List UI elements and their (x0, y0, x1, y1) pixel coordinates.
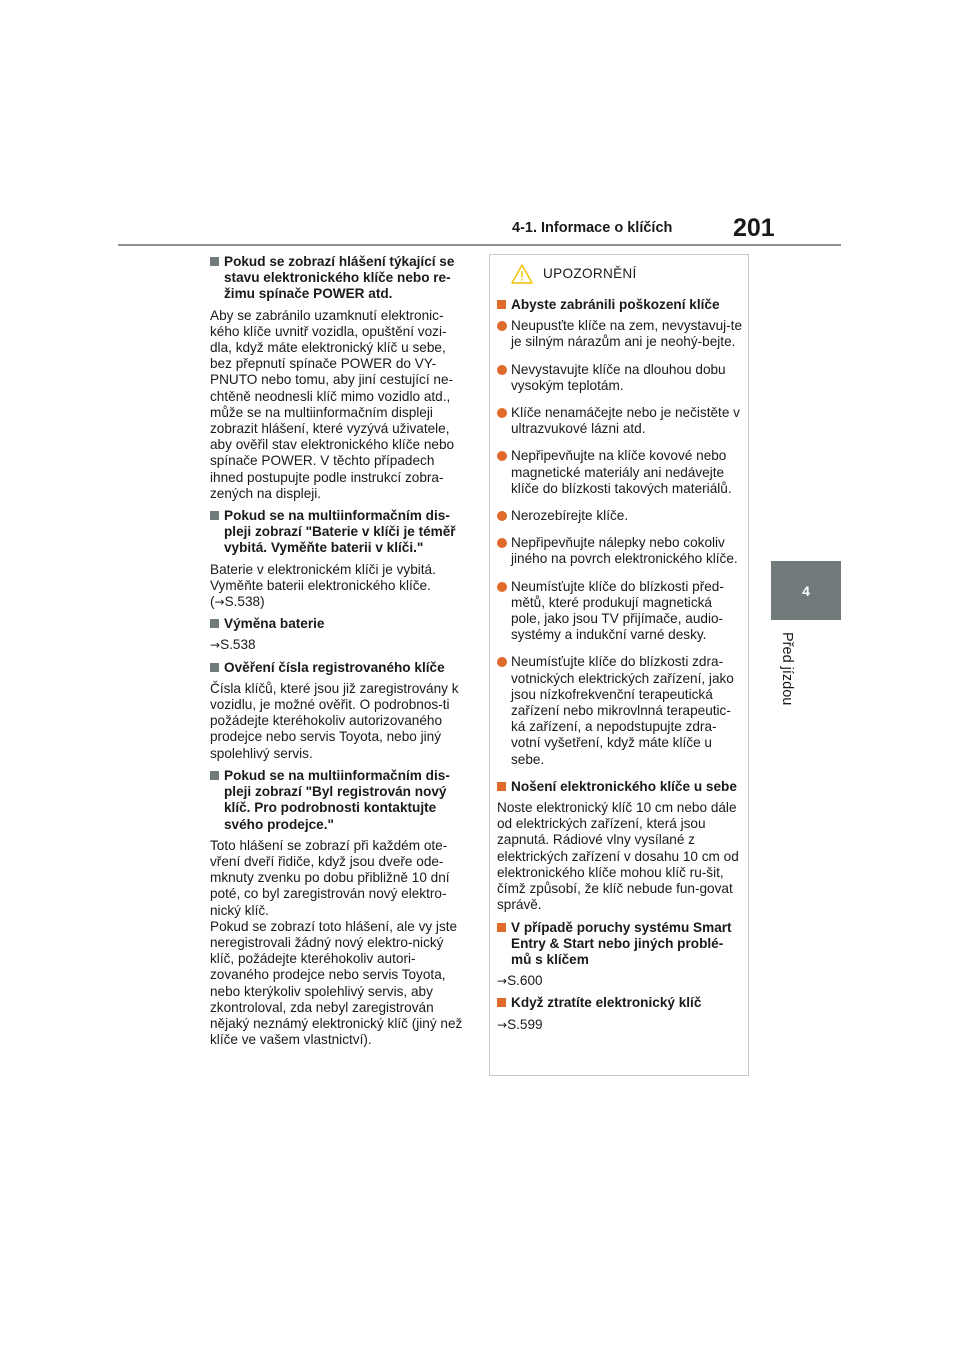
warning-body: Noste elektronický klíč 10 cm nebo dále od elektrických zařízení, která jsou zapnutá. Rádiové vlny vysílané z elektrických zařízení v dosahu 10 cm od elektronického klíče mohou klíč ru-šit, čímž způsobí, že klíč nebude fun-govat správě. (497, 800, 739, 913)
section-heading-text: Ověření čísla registrovaného klíče (224, 659, 445, 675)
orange-dot-icon (497, 451, 507, 461)
warning-heading-text: Když ztratíte elektronický klíč (511, 995, 702, 1011)
right-arrow-icon: → (214, 595, 225, 610)
square-marker-icon (210, 771, 219, 780)
square-marker-icon (497, 300, 506, 309)
list-item (497, 654, 742, 767)
warning-heading-text: Abyste zabránili poškození klíče (511, 297, 720, 312)
section-title: 4-1. Informace o klíčích (512, 220, 673, 236)
list-item (497, 318, 742, 350)
list-item-text: Neupusťte klíče na zem, nevystavuj-te je silným nárazům ani je neohý-bejte. (511, 318, 743, 350)
square-marker-icon (210, 619, 219, 628)
list-item (497, 508, 742, 524)
section-heading (210, 508, 468, 557)
chapter-label-text: Před jízdou (779, 632, 795, 706)
section-body: Pokud se zobrazí toto hlášení, ale vy jste neregistrovali žádný nový elektro-nický klíč, požádejte kteréhokoliv autori-zovaného prodejce nebo servis Toyota, nebo kterýkoliv spolehlivý servis, aby zkontroloval, zda nebyl zaregistrován nějaký neznámý elektronický klíč (jiný než klíče ve vašem vlastnictví). (210, 918, 463, 1048)
warning-title-text: UPOZORNĚNÍ (543, 265, 637, 281)
ref-page: S.599 (507, 1016, 543, 1032)
warning-heading-text: V případě poruchy systému Smart Entry & Start nebo jiných problé-mů s klíčem (511, 919, 732, 967)
warning-triangle-icon (511, 264, 533, 284)
orange-dot-icon (497, 511, 507, 521)
list-item (497, 362, 742, 394)
warning-heading-text: Nošení elektronického klíče u sebe (511, 778, 737, 794)
right-arrow-icon: → (497, 1017, 508, 1032)
list-item (497, 405, 742, 437)
page-reference[interactable] (210, 637, 468, 653)
square-marker-icon (497, 998, 506, 1007)
list-item-text: Nerozebírejte klíče. (511, 508, 629, 524)
section-heading-text: Pokud se na multiinformačním dis-pleji zobrazí "Byl registrován nový klíč. Pro podrobnosti kontaktujte svého prodejce." (224, 767, 450, 832)
ref-open-paren: ( (210, 594, 215, 610)
list-item-text: Nepřipevňujte na klíče kovové nebo magnetické materiály ani nedávejte klíče do blízkosti takových materiálů. (511, 448, 732, 496)
section-body: Aby se zabránilo uzamknutí elektronic-kého klíče uvnitř vozidla, opuštění vozi-dla, když máte elektronický klíč u sebe, bez přepnutí spínače POWER do VY-PNUTO nebo tomu, aby jiní cestující ne-chtěně neodnesli klíč mimo vozidlo atd., může se na multiinformačním displeji zobrazit hlášení, které vyzývá uživatele, aby ověřil stav elektronického klíče nebo spínače POWER. V těchto případech ihned postupujte podle instrukcí zobra-zených na displeji. (210, 307, 455, 501)
warning-box (489, 254, 749, 1076)
section-heading (210, 768, 468, 833)
square-marker-icon (497, 923, 506, 932)
section-body: Čísla klíčů, které jsou již zaregistrovány k vozidlu, je možné ověřit. O podrobnos-ti požádejte kteréhokoliv autorizovaného prodejce nebo servis Toyota, nebo jiný spolehlivý servis. (210, 680, 459, 761)
list-item (497, 579, 742, 644)
chapter-tab[interactable] (771, 561, 841, 620)
list-item-text: Neumísťujte klíče do blízkosti zdra-votnických elektrických zařízení, jako jsou nízkofrekvenční terapeutická zařízení nebo mikrovlnná terapeutic-ká zařízení, a nepodstupujte zdra-votní vyšetření, když máte klíče u sebe. (511, 654, 734, 767)
section-heading-text: Pokud se zobrazí hlášení týkající se stavu elektronického klíče nebo re-žimu spínače POWER atd. (224, 254, 455, 302)
square-marker-icon (210, 511, 219, 520)
header-divider (118, 244, 841, 246)
chapter-label (779, 632, 803, 712)
right-arrow-icon: → (497, 974, 508, 989)
square-marker-icon (210, 663, 219, 672)
warning-heading (497, 779, 742, 795)
right-arrow-icon: → (210, 638, 221, 653)
orange-dot-icon (497, 365, 507, 375)
page-reference[interactable] (497, 973, 742, 989)
chapter-number: 4 (802, 582, 810, 599)
warning-title (511, 264, 742, 284)
orange-dot-icon (497, 321, 507, 331)
list-item (497, 535, 742, 567)
ref-page: S.538) (224, 594, 265, 610)
orange-dot-icon (497, 408, 507, 418)
list-item-text: Nevystavujte klíče na dlouhou dobu vysokým teplotám. (511, 361, 726, 393)
square-marker-icon (497, 782, 506, 791)
page-number: 201 (733, 214, 775, 242)
section-heading (210, 660, 468, 676)
left-column (210, 254, 468, 1054)
orange-dot-icon (497, 582, 507, 592)
orange-dot-icon (497, 657, 507, 667)
orange-dot-icon (497, 538, 507, 548)
ref-page: S.600 (507, 973, 543, 989)
list-item-text: Klíče nenamáčejte nebo je nečistěte v ultrazvukové lázni atd. (511, 405, 740, 437)
list-item-text: Neumísťujte klíče do blízkosti před-mětů, které produkují magnetická pole, jako jsou TV přijímače, audio-systémy a indukční varné desky. (511, 578, 724, 643)
warning-heading (497, 995, 742, 1011)
page-reference[interactable] (497, 1017, 742, 1033)
square-marker-icon (210, 257, 219, 266)
list-item-text: Nepřipevňujte nálepky nebo cokoliv jiného na povrch elektronického klíče. (511, 535, 738, 567)
ref-page: S.538 (220, 637, 256, 653)
section-heading-text: Pokud se na multiinformačním dis-pleji zobrazí "Baterie v klíči je téměř vybitá. Vyměňte baterii v klíči." (224, 508, 456, 556)
warning-heading (497, 297, 742, 313)
page-reference[interactable] (210, 594, 468, 610)
section-heading (210, 254, 468, 303)
section-heading-text: Výměna baterie (224, 616, 325, 632)
list-item (497, 448, 742, 497)
warning-heading (497, 920, 742, 969)
section-body: Baterie v elektronickém klíči je vybitá. Vyměňte baterii elektronického klíče. (210, 561, 436, 593)
section-heading (210, 616, 468, 632)
section-body: Toto hlášení se zobrazí při každém ote-vření dveří řidiče, když jsou dveře ode-mknuty zvenku po dobu přibližně 10 dní poté, co byl zaregistrován nový elektro-nický klíč. (210, 837, 450, 918)
